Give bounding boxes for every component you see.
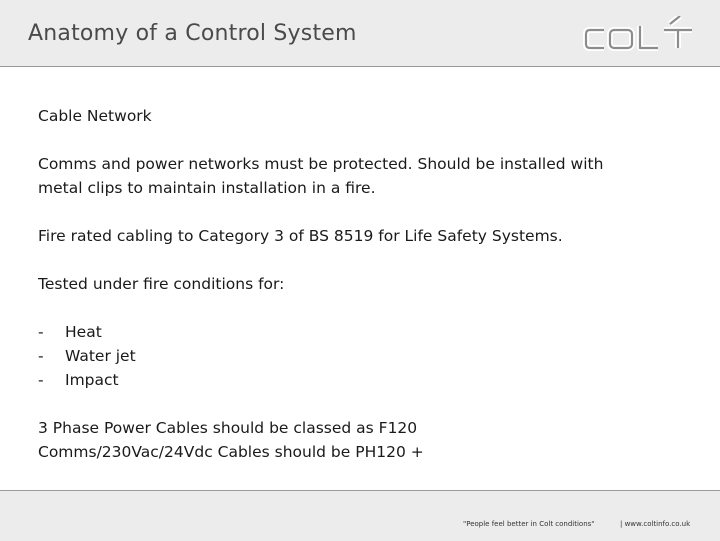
bullet-dash: - [38, 323, 44, 341]
slide-title: Anatomy of a Control System [28, 21, 357, 46]
slide-footer [0, 490, 720, 541]
bullet-label: Water jet [65, 347, 136, 365]
section-heading: Cable Network [38, 107, 152, 125]
bullet-label: Heat [65, 323, 102, 341]
slide-body [38, 104, 688, 464]
footer-tagline: "People feel better in Colt conditions" [463, 520, 595, 528]
list-item [38, 368, 688, 392]
list-item [38, 320, 688, 344]
paragraph-line: 3 Phase Power Cables should be classed as F120 [38, 419, 418, 437]
paragraph-line: Comms and power networks must be protected. Should be installed with [38, 155, 604, 173]
bullet-dash: - [38, 347, 44, 365]
slide-header [0, 0, 720, 67]
list-item [38, 344, 688, 368]
footer-website: | www.coltinfo.co.uk [620, 520, 691, 528]
paragraph: Tested under fire conditions for: [38, 275, 285, 293]
bullet-label: Impact [65, 371, 119, 389]
colt-logo [580, 16, 700, 56]
paragraph-line: Comms/230Vac/24Vdc Cables should be PH120 + [38, 443, 424, 461]
bullet-list [38, 320, 688, 392]
paragraph-line: metal clips to maintain installation in a fire. [38, 179, 376, 197]
bullet-dash: - [38, 371, 44, 389]
paragraph: Fire rated cabling to Category 3 of BS 8519 for Life Safety Systems. [38, 227, 563, 245]
